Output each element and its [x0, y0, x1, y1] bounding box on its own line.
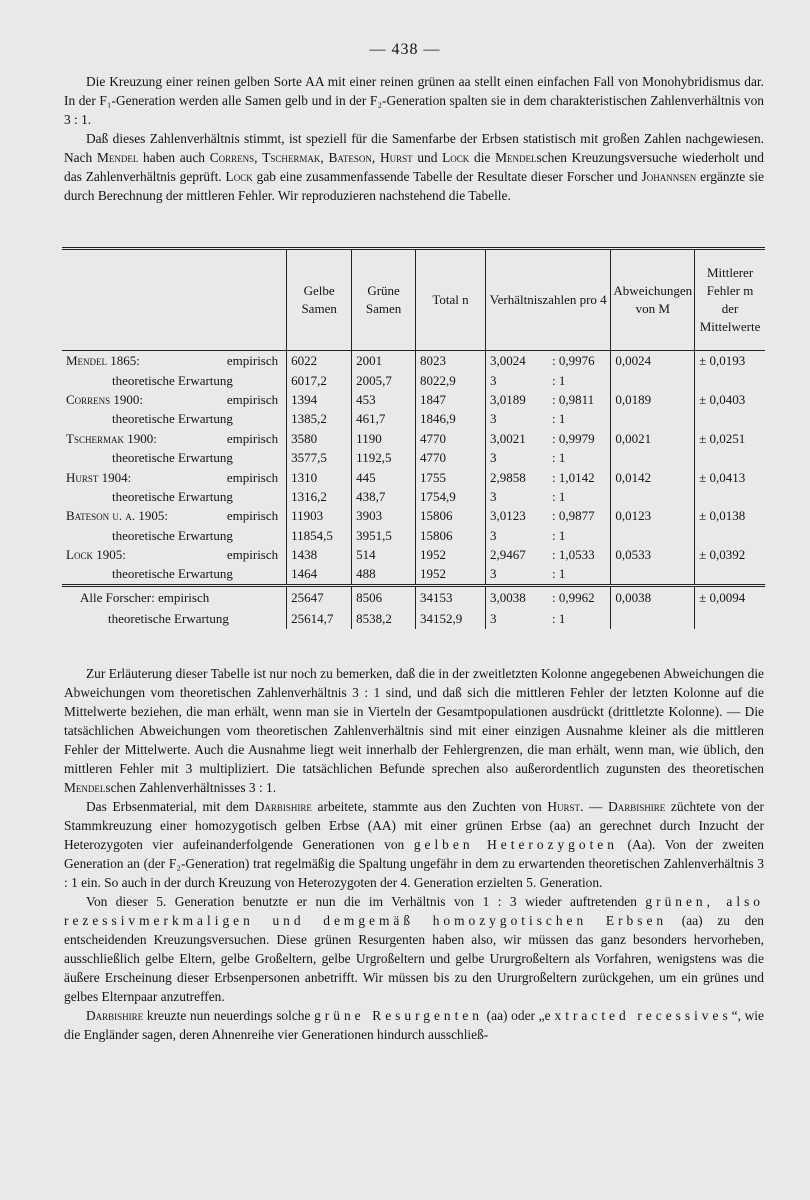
ratio-left: 3: [489, 527, 497, 543]
ratio-right: : 1: [551, 450, 566, 466]
row-type: theoretische Erwartung: [112, 488, 233, 504]
cell-abweichung: [611, 608, 695, 629]
row-label: [62, 370, 287, 389]
page-number: — 438 —: [369, 41, 441, 58]
row-label: [62, 409, 287, 428]
header-verhaeltnis: Verhältniszahlen pro 4: [485, 249, 610, 351]
cell-gruene: 514: [352, 545, 416, 564]
cell-total: 15806: [416, 526, 486, 545]
ratio-left: 3: [489, 411, 497, 427]
cell-fehler: ± 0,0138: [695, 506, 765, 525]
row-label: [62, 467, 287, 486]
cell-total: 1754,9: [416, 487, 486, 506]
cell-gruene: 488: [352, 564, 416, 585]
cell-fehler: ± 0,0413: [695, 467, 765, 486]
header-empty: [62, 249, 287, 351]
table-row: [62, 526, 765, 545]
ratio-right: : 0,9811: [551, 391, 595, 407]
row-type: empirisch: [226, 508, 279, 524]
cell-abweichung: 0,0021: [611, 429, 695, 448]
cell-fehler: [695, 526, 765, 545]
cell-abweichung: [611, 564, 695, 585]
cell-total: 4770: [416, 448, 486, 467]
cell-total: 1846,9: [416, 409, 486, 428]
paragraph-statistics: Daß dieses Zahlenverhältnis stimmt, ist speziell für die Samenfarbe der Erbsen statistisch mit großen Zahlen nachgewiesen. Nach Mendel haben auch Correns, Tschermak, Bateson, Hurst und Lock die Mendelschen Kreuzungsversuche wiederholt und das Zahlenverhältnis geprüft. Lock gab eine zusammenfassende Tabelle der Resultate dieser Forscher und Johannsen ergänzte sie durch Berechnung der mittleren Fehler. Wir reproduzieren nachstehend die Tabelle.: [64, 131, 765, 203]
cell-abweichung: 0,0142: [611, 467, 695, 486]
cell-fehler: ± 0,0094: [695, 585, 765, 608]
cell-fehler: [695, 487, 765, 506]
table-row: [62, 545, 765, 564]
row-label: [62, 429, 287, 448]
cell-total: 1952: [416, 545, 486, 564]
ratio-right: : 1,0533: [551, 547, 595, 563]
paragraph-crossing: Darbishire kreuzte nun neuerdings solche grüne Resurgenten (aa) oder „extracted recessives“, wie die Engländer sagen, deren Ahnenreihe vier Generationen hindurch ausschließ-: [64, 1008, 764, 1042]
cell-gruene: 1190: [352, 429, 416, 448]
cell-ratio: [485, 409, 610, 428]
row-type: theoretische Erwartung: [112, 450, 233, 466]
cell-total: 34153: [416, 585, 486, 608]
cell-ratio: [485, 351, 610, 371]
row-type: empirisch: [226, 353, 279, 369]
row-type: theoretische Erwartung: [112, 372, 233, 388]
ratio-left: 3,0038: [489, 589, 526, 605]
ratio-right: : 0,9976: [551, 353, 595, 369]
table-row: [62, 390, 765, 409]
researcher-name: Bateson u. a. 1905:: [66, 508, 169, 524]
cell-gruene: 8506: [352, 585, 416, 608]
header-abweichung: Abweichungen von M: [611, 249, 695, 351]
paragraph-intro: Die Kreuzung einer reinen gelben Sorte AA mit einer reinen grünen aa stellt einen einfachen Fall von Monohybridismus dar. In der F₁-Generation werden alle Samen gelb und in der F₂-Generation spalten sie in dem charakteristischen Zahlenverhältnis von 3 : 1.: [64, 74, 764, 127]
cell-gruene: 3903: [352, 506, 416, 525]
cell-gelbe: 3580: [287, 429, 352, 448]
paragraph-explanation: Zur Erläuterung dieser Tabelle ist nur noch zu bemerken, daß die in der zweitletzten Kolonne angegebenen Abweichungen die Abweichungen vom theoretischen Zahlenverhältnis 3 : 1 sind, und daß sich die mittleren Fehler der letzten Kolonne auf die Mittelwerte beziehen, die man erhält, wenn man sie in Vierteln der Gesamtpopulationen ausdrückt (drittletzte Kolonne). — Die tatsächlichen Abweichungen vom theoretischen Zahlenverhältnis sind mit einer einzigen Ausnahme kleiner als die mittleren Fehler der Mittelwerte. Auch die Ausnahme liegt weit innerhalb der Fehlergrenzen, die man erhält, wenn man, wie üblich, den mittleren Fehler mit 3 multipliziert. Die tatsächlichen Befunde sprechen also außerordentlich zugunsten des theoretischen Mendelschen Zahlenverhältnisses 3 : 1.: [64, 666, 764, 795]
row-label: [62, 526, 287, 545]
researcher-name: Mendel 1865:: [66, 353, 140, 369]
summary-row: [62, 585, 765, 608]
cell-gruene: 2001: [352, 351, 416, 371]
cell-fehler: [695, 608, 765, 629]
cell-ratio: [485, 467, 610, 486]
row-label: [62, 351, 287, 371]
cell-fehler: [695, 370, 765, 389]
ratio-left: 3: [489, 488, 497, 504]
researcher-name: Lock 1905:: [66, 547, 126, 563]
cell-abweichung: [611, 370, 695, 389]
ratio-right: : 1: [551, 411, 566, 427]
cell-abweichung: 0,0189: [611, 390, 695, 409]
paragraph-material: Das Erbsenmaterial, mit dem Darbishire arbeitete, stammte aus den Zuchten von Hurst. — Darbishire züchtete von der Stammkreuzung einer homozygotisch gelben Erbse (AA) mit einer grünen Erbse (aa) an gerechnet durch Inzucht der Heterozygoten vier aufeinanderfolgende Generationen von gelben Heterozygoten (Aa). Von der zweiten Generation an (der F₂-Generation) trat regelmäßig die Spaltung ungefähr in dem zu erwartenden theoretischen Zahlenverhältnis 3 : 1 ein. So auch in der durch Kreuzung von Heterozygoten der 4. Generation erzielten 5. Generation.: [64, 799, 765, 890]
ratio-right: : 0,9979: [551, 430, 595, 446]
cell-gruene: 438,7: [352, 487, 416, 506]
paragraph-resurgents: Von dieser 5. Generation benutzte er nun die im Verhältnis von 1 : 3 wieder auftretenden grünen, also rezessivmerkmaligen und demgemäß homozygotischen Erbsen (aa) zu den entscheidenden Kreuzungsversuchen. Diese grünen Resurgenten haben also, wir müssen das ganz besonders hervorheben, ausschließlich gelbe Eltern, gelbe Großeltern, gelbe Urgroßeltern und gelbe Ururgroßeltern als Vorfahren, wenigstens was die äußere Erscheinung dieser Erbsenpersonen anbetrifft. Wir müssen bis zu den Ururgroßeltern zurückgehen, um ein grünes und gelbes Elternpaar anzutreffen.: [64, 894, 765, 1004]
cell-abweichung: 0,0123: [611, 506, 695, 525]
cell-gelbe: 1316,2: [287, 487, 352, 506]
table-row: [62, 506, 765, 525]
cell-fehler: [695, 409, 765, 428]
table-row: [62, 370, 765, 389]
cell-abweichung: [611, 448, 695, 467]
cell-fehler: [695, 564, 765, 585]
cell-ratio: [485, 526, 610, 545]
ratio-left: 3: [489, 566, 497, 582]
researcher-name: Tschermak 1900:: [66, 430, 157, 446]
table-row: [62, 409, 765, 428]
ratio-left: 3: [489, 610, 497, 626]
ratio-right: : 0,9962: [551, 589, 595, 605]
intro-text: [64, 72, 764, 205]
cell-fehler: ± 0,0251: [695, 429, 765, 448]
cell-gelbe: 11903: [287, 506, 352, 525]
cell-abweichung: [611, 409, 695, 428]
cell-ratio: [485, 506, 610, 525]
table-grid: [62, 247, 765, 629]
summary-row: [62, 608, 765, 629]
header-gruene: Grüne Samen: [352, 249, 416, 351]
cell-gelbe: 1385,2: [287, 409, 352, 428]
cell-fehler: [695, 448, 765, 467]
cell-total: 1952: [416, 564, 486, 585]
ratio-left: 3,0123: [489, 508, 526, 524]
ratio-right: : 1: [551, 488, 566, 504]
cell-ratio: [485, 564, 610, 585]
header-total: Total n: [416, 249, 486, 351]
table-row: [62, 467, 765, 486]
ratio-right: : 1: [551, 372, 566, 388]
row-type: theoretische Erwartung: [112, 411, 233, 427]
table-row: [62, 429, 765, 448]
cell-fehler: ± 0,0403: [695, 390, 765, 409]
cell-total: 15806: [416, 506, 486, 525]
ratio-right: : 1: [551, 527, 566, 543]
summary-label: Alle Forscher: empirisch: [62, 585, 287, 608]
row-type: theoretische Erwartung: [112, 566, 233, 582]
after-text: [64, 664, 764, 1044]
cell-total: 1847: [416, 390, 486, 409]
cell-total: 8022,9: [416, 370, 486, 389]
researcher-name: Correns 1900:: [66, 391, 144, 407]
cell-abweichung: 0,0533: [611, 545, 695, 564]
row-label: [62, 506, 287, 525]
row-type: empirisch: [226, 430, 279, 446]
row-label: [62, 448, 287, 467]
cell-gelbe: 3577,5: [287, 448, 352, 467]
cell-ratio: [485, 429, 610, 448]
cell-gruene: 445: [352, 467, 416, 486]
header-fehler: Mittlerer Fehler m der Mittelwerte: [695, 249, 765, 351]
cell-abweichung: 0,0024: [611, 351, 695, 371]
cell-total: 34152,9: [416, 608, 486, 629]
cell-gelbe: 6017,2: [287, 370, 352, 389]
table-row: [62, 487, 765, 506]
cell-gelbe: 25614,7: [287, 608, 352, 629]
ratio-right: : 0,9877: [551, 508, 595, 524]
cell-ratio: [485, 448, 610, 467]
ratio-left: 3: [489, 372, 497, 388]
ratio-left: 3,0021: [489, 430, 526, 446]
cell-gelbe: 1310: [287, 467, 352, 486]
cell-gruene: 453: [352, 390, 416, 409]
row-type: empirisch: [226, 469, 279, 485]
table-row: [62, 448, 765, 467]
cell-abweichung: [611, 487, 695, 506]
ratio-right: : 1: [551, 610, 566, 626]
cell-ratio: [485, 608, 610, 629]
row-type: theoretische Erwartung: [112, 527, 233, 543]
ratio-right: : 1: [551, 566, 566, 582]
cell-total: 4770: [416, 429, 486, 448]
cell-ratio: [485, 545, 610, 564]
ratio-left: 3,0189: [489, 391, 526, 407]
row-type: empirisch: [226, 547, 279, 563]
cell-ratio: [485, 585, 610, 608]
ratio-left: 3: [489, 450, 497, 466]
cell-gelbe: 6022: [287, 351, 352, 371]
table-row: [62, 351, 765, 371]
cell-gruene: 1192,5: [352, 448, 416, 467]
cell-gruene: 3951,5: [352, 526, 416, 545]
row-label: [62, 564, 287, 585]
header-gelbe: Gelbe Samen: [287, 249, 352, 351]
ratio-left: 2,9467: [489, 547, 526, 563]
cell-total: 8023: [416, 351, 486, 371]
row-label: [62, 545, 287, 564]
table-row: [62, 564, 765, 585]
summary-label: theoretische Erwartung: [108, 610, 229, 626]
cell-gruene: 2005,7: [352, 370, 416, 389]
cell-gelbe: 1464: [287, 564, 352, 585]
row-label: [62, 487, 287, 506]
table-body: [62, 351, 765, 629]
cell-fehler: ± 0,0193: [695, 351, 765, 371]
cell-gruene: 8538,2: [352, 608, 416, 629]
cell-abweichung: 0,0038: [611, 585, 695, 608]
cell-gelbe: 1438: [287, 545, 352, 564]
cell-fehler: ± 0,0392: [695, 545, 765, 564]
row-type: empirisch: [226, 391, 279, 407]
cell-gelbe: 1394: [287, 390, 352, 409]
cell-total: 1755: [416, 467, 486, 486]
cell-ratio: [485, 370, 610, 389]
row-label: [62, 390, 287, 409]
ratio-left: 3,0024: [489, 353, 526, 369]
cell-abweichung: [611, 526, 695, 545]
ratio-right: : 1,0142: [551, 469, 595, 485]
cell-ratio: [485, 390, 610, 409]
results-table: [62, 247, 765, 629]
researcher-name: Hurst 1904:: [66, 469, 132, 485]
table-header-row: [62, 249, 765, 351]
cell-gelbe: 11854,5: [287, 526, 352, 545]
cell-ratio: [485, 487, 610, 506]
cell-gelbe: 25647: [287, 585, 352, 608]
ratio-left: 2,9858: [489, 469, 526, 485]
cell-gruene: 461,7: [352, 409, 416, 428]
